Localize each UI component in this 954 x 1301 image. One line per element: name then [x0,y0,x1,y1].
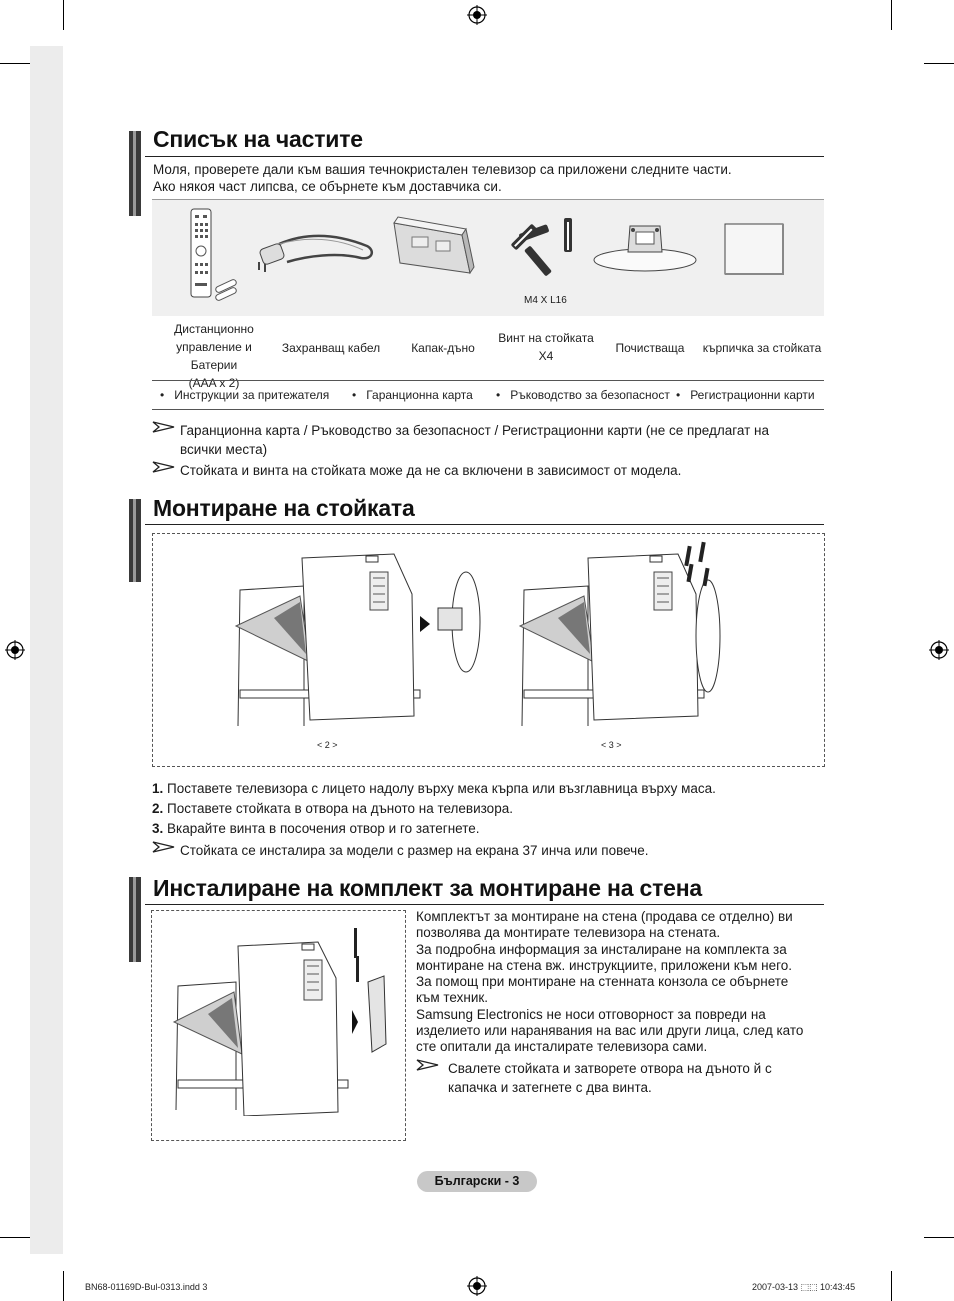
accessory-item: • Гаранционна карта [352,388,473,402]
power-cord-icon [257,222,379,274]
part-label-stand-cloth: кърпичка за стойката [702,341,822,355]
stand-step3-illustration [518,540,768,732]
registration-mark-icon [467,5,487,25]
section-rule [145,524,824,525]
accessories-bar [152,380,824,410]
stand-base-icon [590,216,700,274]
print-margin-strip [30,46,63,1254]
section-bar [129,877,141,962]
stand-step2-illustration [234,550,484,732]
parts-intro-line2: Ако някоя част липсва, се обърнете към доставчика си. [153,179,502,194]
section-bar [129,131,141,216]
remote-control-icon [185,207,241,301]
note-arrow-icon [152,420,176,434]
section-bar [129,499,141,582]
note-wall-mount: Свалете стойката и затворете отвора на дъното й с капачка и затегнете с два винта. [416,1059,826,1097]
accessory-item: • Регистрационни карти [676,388,815,402]
wall-mount-paragraph: Комплектът за монтиране на стена (продава се отделно) ви позволява да монтирате телевизора на стената. За подробна информация за инсталиране на комплекта за монтиране на стена вж. инструкциите, приложени към него. За помощ при монтиране на стенната конзола се обърнете към техник. Samsung Electronics не носи отговорност за повреди на изделието или наранявания на вас или други лица, след като сте опитали да инсталирате телевизора сами. [416,909,804,1055]
registration-mark-icon [929,640,949,660]
step-2: 2. Поставете стойката в отвора на дъното на телевизора. [152,801,513,816]
figure-caption-3: < 3 > [601,740,622,750]
stand-screws-icon [500,214,584,286]
crop-mark [924,63,954,64]
note-screen-size: Стойката се инсталира за модели с размер на екрана 37 инча или повече. [152,841,824,860]
note-arrow-icon [152,460,176,474]
crop-mark [0,1237,30,1238]
parts-intro-line1: Моля, проверете дали към вашия течнокристален телевизор са приложени следните части. [153,162,732,177]
crop-mark [63,0,64,30]
part-label-cleaning: Почистваща [615,341,685,355]
part-label-cover-bottom: Капак-дъно [411,341,475,355]
registration-mark-icon [5,640,25,660]
page-number-badge: Български - 3 [417,1171,537,1192]
file-slug: BN68-01169D-Bul-0313.indd 3 [85,1282,208,1292]
crop-mark [891,0,892,30]
wall-mount-illustration [172,926,398,1116]
section-title-parts: Списък на частите [153,126,363,152]
accessory-item: • Ръководство за безопасност [496,388,670,402]
screw-spec-label: M4 X L16 [524,295,567,306]
step-3: 3. Вкарайте винта в посочения отвор и го затегнете. [152,821,480,836]
note-warranty: Гаранционна карта / Ръководство за безопасност / Регистрационни карти (не се предлагат на всички места) [152,421,824,459]
crop-mark [63,1271,64,1301]
note-arrow-icon [416,1058,440,1072]
part-label-remote: Дистанционно управление и Батерии (AAA x 2) [174,322,254,390]
section-rule [145,904,824,905]
part-label-stand-screw: Винт на стойката X4 [498,331,594,363]
figure-caption-2: < 2 > [317,740,338,750]
print-timestamp: 2007-03-13 ⬚⬚ 10:43:45 [752,1282,856,1292]
section-title-wall-mount: Инсталиране на комплект за монтиране на стена [153,875,703,901]
cleaning-cloth-icon [719,220,787,278]
note-arrow-icon [152,840,176,854]
crop-mark [0,63,30,64]
section-rule [145,156,824,157]
note-stand-optional: Стойката и винта на стойката може да не са включени в зависимост от модела. [152,461,824,480]
crop-mark [891,1271,892,1301]
part-label-power-cord: Захранващ кабел [281,341,381,355]
crop-mark [924,1237,954,1238]
accessory-item: • Инструкции за притежателя [160,388,330,402]
cover-bottom-icon [388,215,478,277]
step-1: 1. Поставете телевизора с лицето надолу върху мека кърпа или възглавница върху маса. [152,781,716,796]
section-title-stand: Монтиране на стойката [153,495,415,521]
registration-mark-icon [467,1276,487,1296]
